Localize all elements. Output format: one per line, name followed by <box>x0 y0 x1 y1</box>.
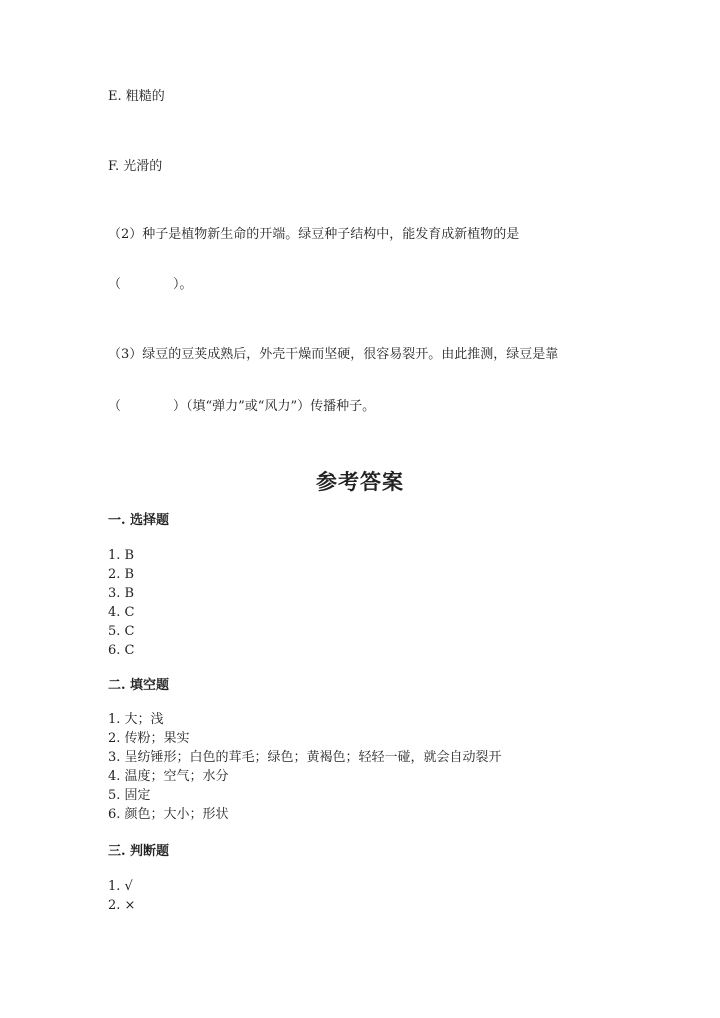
answer-item: 6. C <box>108 643 135 658</box>
section-heading-true-false: 三. 判断题 <box>108 844 170 859</box>
answer-item: 3. 呈纺锤形；白色的茸毛；绿色；黄褐色；轻轻一碰，就会自动裂开 <box>108 750 502 765</box>
multiple-choice-answers <box>108 546 134 660</box>
question-2-blank: （ ）。 <box>108 277 193 292</box>
answer-item: 5. 固定 <box>108 788 151 803</box>
question-2-text: （2）种子是植物新生命的开端。绿豆种子结构中，能发育成新植物的是 <box>108 227 520 242</box>
question-3-blank: （ ）（填“弹力”或“风力”）传播种子。 <box>108 399 376 414</box>
true-false-answers <box>108 877 135 915</box>
answer-item: 2. 传粉；果实 <box>108 731 190 746</box>
answer-item: 1. 大；浅 <box>108 712 164 727</box>
answer-item: 4. C <box>108 605 135 620</box>
answer-item: 2. B <box>108 567 135 582</box>
question-3-text: （3）绿豆的豆荚成熟后，外壳干燥而坚硬，很容易裂开。由此推测，绿豆是靠 <box>108 347 559 362</box>
answer-item: 4. 温度；空气；水分 <box>108 769 229 784</box>
answer-item: 1. B <box>108 548 135 563</box>
section-heading-fill-in: 二. 填空题 <box>108 678 170 693</box>
answer-item: 6. 颜色；大小；形状 <box>108 807 229 822</box>
answer-item: 5. C <box>108 624 135 639</box>
answer-item: 1. √ <box>108 879 133 894</box>
option-f: F. 光滑的 <box>108 159 163 174</box>
answer-key-title: 参考答案 <box>316 469 404 494</box>
fill-in-answers <box>108 710 502 824</box>
section-heading-multiple-choice: 一. 选择题 <box>108 513 170 528</box>
answer-item: 3. B <box>108 586 135 601</box>
answer-item: 2. × <box>108 898 136 913</box>
option-e: E. 粗糙的 <box>108 89 165 104</box>
